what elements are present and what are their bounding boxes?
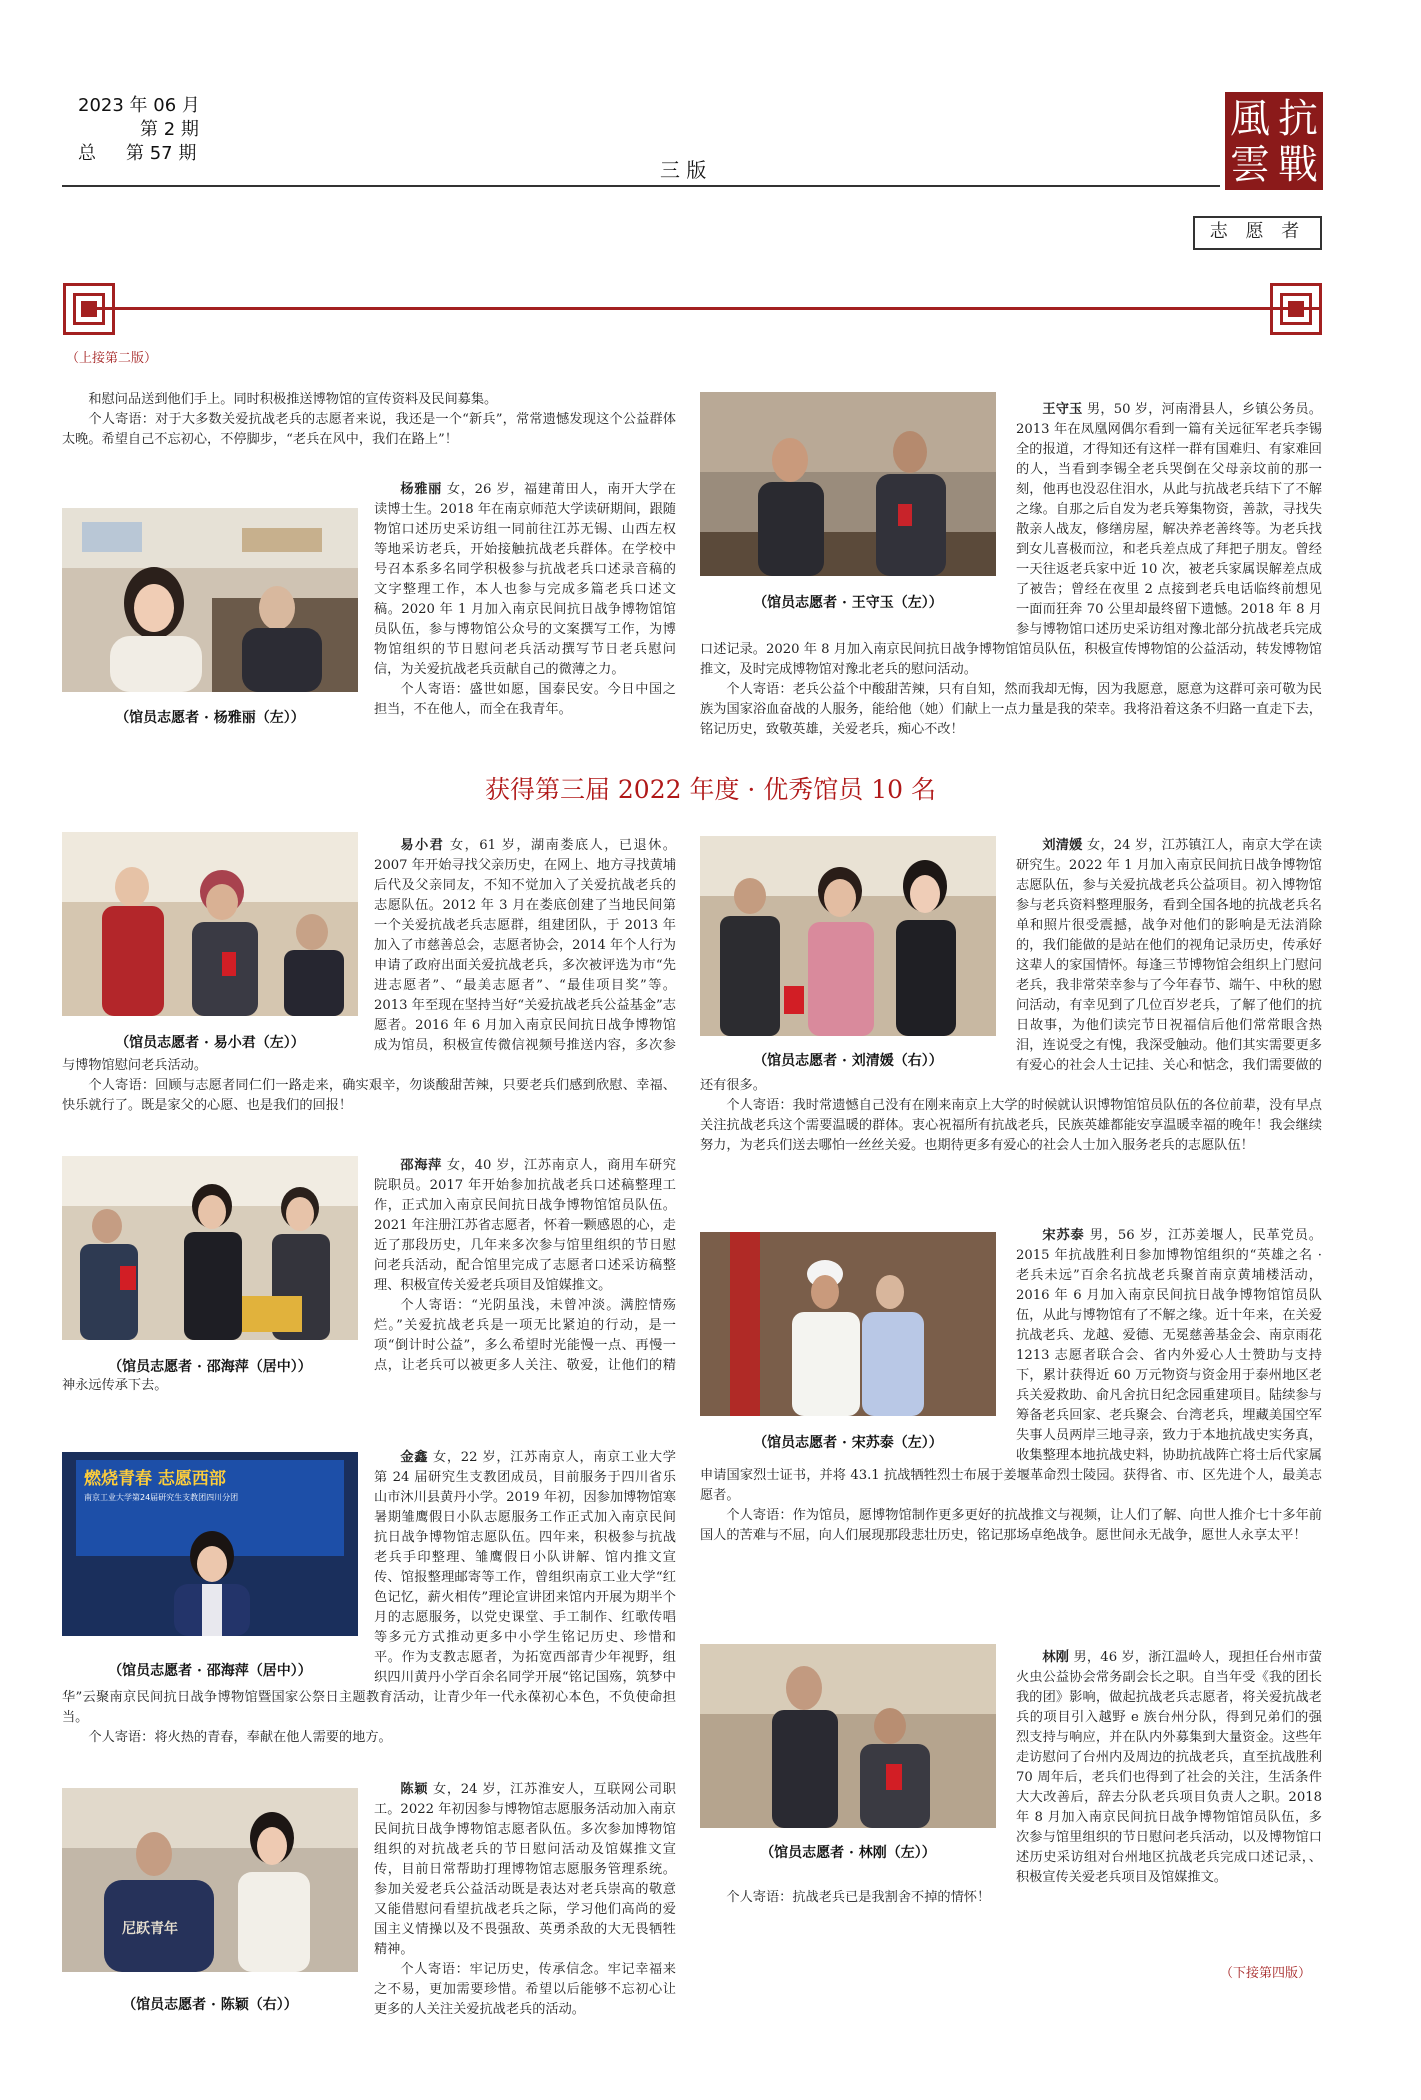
caption-yi-xiaojun: （馆员志愿者 · 易小君（左）） <box>115 1035 305 1051</box>
float-spacer <box>62 1156 374 1374</box>
profile-jin-xin <box>62 1448 676 1748</box>
logo-char-feng: 風 <box>1230 96 1270 142</box>
motto-chen-ying: 个人寄语：牢记历史，传承信念。牢记幸福来之不易，更加需要珍惜。希望以后能够不忘初心让更多的人关注关爱抗战老兵的活动。 <box>374 1962 676 2017</box>
caption-chen-ying: （馆员志愿者 · 陈颖（右）） <box>122 1997 298 2013</box>
bio-yang-yali: 女，26 岁，福建莆田人，南开大学在读博士生。2018 年在南京师范大学读研期间，跟随物馆口述历史采访组一同前往江苏无锡、山西左权等地采访老兵，开始接触抗战老兵群体。在学校中号召本系多名同学积极参与抗战老兵口述录音稿的文字整理工作，本人也参与完成多篇老兵口述文稿。2020 年 1 月加入南京民间抗日战争博物馆馆员队伍，参与博物馆公众号的文案撰写工作，为博物馆组织的节日慰问老兵活动撰写节日老兵慰问信，为关爱抗战老兵贡献自己的微薄之力。 <box>374 482 676 677</box>
continued-from: （上接第二版） <box>66 351 158 366</box>
name-yi-xiaojun: 易小君 <box>400 838 445 853</box>
bio-song-sutai: 男，56 岁，江苏姜堰人，民革党员。2015 年抗战胜利日参加博物馆组织的“英雄之名 · 老兵未远”百余名抗战老兵聚首南京黄埔楼活动，2016 年 6 月加入南京民间抗日战争博物馆馆员队伍，从此与博物馆有了不解之缘。近十年来，在关爱抗战老兵、龙越、爱德、无冕慈善基金会、南京雨花 1213 志愿者联合会、省内外爱心人士赞助与支持下，累计获得近 60 万元物资与资金用于泰州地区老兵关爱救助、俞凡舍抗日纪念园重建项目。陆续参与筹备老兵回家、老兵聚会、台湾老兵，埋藏美国空军失事人员两岸三地寻亲，致力于本地抗战史实务真，收集整理本地抗战史料，协助抗战阵亡将士后代家属申请国家烈士证书，并将 43.1 抗战牺牲烈士布展于姜堰革命烈士陵园。获得省、市、区先进个人，最美志愿者。 <box>700 1228 1322 1503</box>
photo-yang-yali <box>62 508 358 692</box>
intro-text <box>62 390 676 450</box>
continued-to: （下接第四版） <box>1220 1966 1312 1981</box>
motto-lin-gang: 个人寄语：抗战老兵已是我割舍不掉的情怀！ <box>726 1890 991 1905</box>
name-yang-yali: 杨雅丽 <box>400 482 443 497</box>
name-shao-haiping: 邵海萍 <box>400 1158 443 1173</box>
caption-song-sutai: （馆员志愿者 · 宋苏泰（左）） <box>753 1435 943 1451</box>
profile-song-sutai <box>700 1226 1322 1546</box>
motto-wang-shouyu: 个人寄语：老兵公益个中酸甜苦辣，只有自知，然而我却无悔，因为我愿意，愿意为这群可亲可敬为民族为国家浴血奋战的人服务，能给他（她）们献上一点力量是我的荣幸。我将沿着这条不归路一直走下去，铭记历史，致敬英雄，关爱老兵，痴心不改！ <box>700 682 1322 737</box>
intro-para-2: 个人寄语：对于大多数关爱抗战老兵的志愿者来说，我还是一个“新兵”，常常遗憾发现这个公益群体太晚。希望自己不忘初心，不停脚步，“老兵在风中，我们在路上”！ <box>62 412 676 447</box>
bio-liu-qingyuan: 女，24 岁，江苏镇江人，南京大学在读研究生。2022 年 1 月加入南京民间抗日战争博物馆志愿队伍，参与关爱抗战老兵公益项目。初入博物馆参与老兵资料整理服务，看到全国各地的抗战老兵名单和照片很受震撼，战争对他们的影响是无法消除的，我们能做的是站在他们的视角记录历史，传承好这辈人的家国情怀。每逢三节博物馆会组织上门慰问老兵，我非常荣幸参与了今年春节、端午、中秋的慰问活动，有幸见到了几位百岁老兵，了解了他们的抗日故事，为他们读完节日祝福信后他们常常眼含热泪，连说受之有愧，我深受触动。他们其实需要更多有爱心的社会人士记挂、关心和惦念，我们需要做的还有很多。 <box>700 838 1322 1093</box>
photo-chen-ying <box>62 1788 358 1972</box>
motto-shao-haiping: 个人寄语：“光阴虽浅，未曾冲淡。满腔情殇烂。”关爱抗战老兵是一项无比紧迫的行动，是一项“倒计时公益”，多么希望时光能慢一点、再慢一点，让老兵可以被更多人关注、敬爱，让他们的精神永远传承下去。 <box>62 1298 676 1393</box>
float-spacer <box>700 1226 1016 1462</box>
name-song-sutai: 宋苏泰 <box>1042 1228 1085 1243</box>
fret-ornament-left <box>63 283 115 335</box>
float-spacer <box>700 400 1016 636</box>
motto-liu-qingyuan: 个人寄语：我时常遗憾自己没有在刚来南京上大学的时候就认识博物馆馆员队伍的各位前辈，没有早点关注抗战老兵这个需要温暖的群体。衷心祝福所有抗战老兵，民族英雄都能安享温暖幸福的晚年！我会继续努力，为老兵们送去哪怕一丝丝关爱。也期待更多有爱心的社会人士加入服务老兵的志愿队伍！ <box>700 1098 1322 1153</box>
caption-lin-gang: （馆员志愿者 · 林刚（左）） <box>760 1845 936 1861</box>
header-rule <box>62 185 1220 187</box>
headline: 获得第三届 2022 年度 · 优秀馆员 10 名 <box>484 775 937 804</box>
name-liu-qingyuan: 刘清媛 <box>1042 838 1083 853</box>
section-label: 志 愿 者 <box>1193 216 1322 250</box>
float-spacer <box>700 836 1016 1074</box>
profile-yang-yali <box>374 480 676 720</box>
motto-song-sutai: 个人寄语：作为馆员，愿博物馆制作更多更好的抗战推文与视频，让人们了解、向世人推介七十多年前国人的苦难与不屈，向人们展现那段悲壮历史，铭记那场卓绝战争。愿世间永无战争，愿世人永享太平！ <box>700 1508 1322 1543</box>
profile-wang-shouyu <box>700 400 1322 740</box>
caption-wang-shouyu: （馆员志愿者 · 王守玉（左）） <box>753 595 943 611</box>
motto-yi-xiaojun: 个人寄语：回顾与志愿者同仁们一路走来，确实艰辛，勿谈酸甜苦辣，只要老兵们感到欣慰、幸福、快乐就行了。既是家父的心愿、也是我们的回报！ <box>62 1078 676 1113</box>
profile-shao-haiping <box>62 1156 676 1396</box>
page-number: 三 版 <box>660 158 707 182</box>
name-jin-xin: 金鑫 <box>400 1450 429 1465</box>
caption-liu-qingyuan: （馆员志愿者 · 刘清媛（右）） <box>753 1053 943 1069</box>
caption-shao-haiping: （馆员志愿者 · 邵海萍（居中）） <box>108 1359 312 1375</box>
bio-jin-xin: 女，22 岁，江苏南京人，南京工业大学第 24 届研究生支教团成员，目前服务于四川省乐山市沐川县黄丹小学。2019 年初，因参加博物馆寒暑期雏鹰假日小队志愿服务工作正式加入南京民间抗日战争博物馆志愿队伍。四年来，积极参与抗战老兵手印整理、雏鹰假日小队讲解、馆内推文宣传、馆报整理邮寄等工作，曾组织南京工业大学“红色记忆，薪火相传”理论宣讲团来馆内开展为期半个月的志愿服务，以党史课堂、手工制作、红歌传唱等多元方式推动更多中小学生铭记历史、珍惜和平。作为支教志愿者，为拓宽西部青少年视野，组织四川黄丹小学百余名同学开展“铭记国殇，筑梦中华”云聚南京民间抗日战争博物馆暨国家公祭日主题教育活动，让青少年一代永葆初心本色，不负使命担当。 <box>62 1450 676 1725</box>
float-spacer <box>700 1648 1016 1870</box>
float-spacer <box>62 836 374 1050</box>
banner-line <box>92 307 1322 310</box>
bio-wang-shouyu: 男，50 岁，河南滑县人，乡镇公务员。2013 年在凤凰网偶尔看到一篇有关远征军老兵李锡全的报道，才得知还有这样一群有国难归、有家难回的人，当看到李锡全老兵哭倒在父母亲坟前的那一刻，他再也没忍住泪水，从此与抗战老兵结下了不解之缘。自那之后自发为老兵筹集物资，善款，寻找失散亲人战友，修缮房屋，解决养老善终等。为老兵找到女儿喜极而泣，和老兵差点成了拜把子朋友。曾经一天往返老兵家中近 10 次，被老兵家属误解差点成了被告；曾经在夜里 2 点接到老兵电话临终前想见一面而狂奔 70 公里却最终留下遗憾。2018 年 8 月参与博物馆口述历史采访组对豫北部分抗战老兵完成口述记录。2020 年 8 月加入南京民间抗日战争博物馆馆员队伍，积极宣传博物馆的公益活动，转发博物馆推文，及时完成博物馆对豫北老兵的慰问活动。 <box>700 402 1322 677</box>
float-spacer <box>62 1448 374 1680</box>
profile-chen-ying <box>374 1780 676 2020</box>
banner-subtitle: 南京工业大学第24届研究生支教团四川分团 <box>84 1493 239 1502</box>
name-chen-ying: 陈颖 <box>400 1782 429 1797</box>
name-wang-shouyu: 王守玉 <box>1042 402 1083 417</box>
issue-date: 2023 年 06 月 <box>78 95 200 116</box>
bio-lin-gang: 男，46 岁，浙江温岭人，现担任台州市萤火虫公益协会常务副会长之职。自当年受《我的团长我的团》影响，做起抗战老兵志愿者，将关爱抗战老兵的项目引入越野 e 族台州分队，得到兄弟们的强烈支持与响应，并在队内外募集到大量资金。这些年走访慰问了台州内及周边的抗战老兵，直至抗战胜利 70 周年后，老兵们也得到了社会的关注，生活条件大大改善后，辞去分队老兵项目负责人之职。2018 年 8 月加入南京民间抗日战争博物馆馆员队伍，多次参与馆里组织的节日慰问老兵活动，以及博物馆口述历史采访组对台州地区抗战老兵完成口述记录，、积极宣传关爱老兵项目及馆媒推文。 <box>1016 1650 1322 1885</box>
bio-yi-xiaojun: 女，61 岁，湖南娄底人，已退休。2007 年开始寻找父亲历史，在网上、地方寻找黄埔后代及父亲同友，不知不觉加入了关爱抗战老兵的志愿队伍。2012 年 3 月在娄底创建了当地民间第一个关爱抗战老兵志愿群，组建团队，于 2013 年加入了市慈善总会，志愿者协会，2014 年个人行为申请了政府出面关爱抗战老兵，多次被评选为市“先进志愿者”、“最美志愿者”、“最佳项目奖”等。2013 年至现在坚持当好“关爱抗战老兵公益基金”志愿者。2016 年 6 月加入南京民间抗日战争博物馆成为馆员，积极宣传微信视频号推送内容，多次参与博物馆慰问老兵活动。 <box>62 838 676 1073</box>
issue-number: 第 2 期 <box>140 119 199 140</box>
bio-chen-ying: 女，24 岁，江苏淮安人，互联网公司职工。2022 年初因参与博物馆志愿服务活动加入南京民间抗日战争博物馆志愿者队伍。多次参加博物馆组织的对抗战老兵的节日慰问活动及馆媒推文宣传，目前日常帮助打理博物馆志愿服务管理系统。参加关爱老兵公益活动既是表达对老兵崇高的敬意又能借慰问看望抗战老兵之际，学习他们高尚的爱国主义情操以及不畏强敌、英勇杀敌的大无畏牺牲精神。 <box>374 1782 676 1957</box>
name-lin-gang: 林刚 <box>1042 1650 1070 1665</box>
logo-char-yun: 雲 <box>1230 142 1270 188</box>
intro-para-1: 和慰问品送到他们手上。同时积极推送博物馆的宣传资料及民间募集。 <box>88 392 498 407</box>
caption-yang-yali: （馆员志愿者 · 杨雅丽（左）） <box>115 710 305 726</box>
total-label: 总 <box>78 143 96 164</box>
banner-title: 燃烧青春 志愿西部 <box>84 1469 226 1489</box>
motto-jin-xin: 个人寄语：将火热的青春，奉献在他人需要的地方。 <box>88 1730 392 1745</box>
motto-yang-yali: 个人寄语：盛世如愿，国泰民安。今日中国之担当，不在他人，而全在我青年。 <box>374 682 676 717</box>
profile-liu-qingyuan <box>700 836 1322 1156</box>
bio-shao-haiping: 女，40 岁，江苏南京人，商用车研究院职员。2017 年开始参加抗战老兵口述稿整理工作，正式加入南京民间抗日战争博物馆馆员队伍。2021 年注册江苏省志愿者，怀着一颗感恩的心，走近了那段历史，几年来多次参与馆里组织的节日慰问老兵活动，配合馆里完成了志愿者口述采访稿整理、积极宣传关爱老兵项目及馆媒推文。 <box>374 1158 676 1293</box>
logo-char-kang: 抗 <box>1278 96 1318 142</box>
fret-ornament-right <box>1270 283 1322 335</box>
newspaper-logo <box>1225 92 1323 190</box>
caption-jin-xin: （馆员志愿者 · 邵海萍（居中）） <box>108 1663 312 1679</box>
logo-char-zhan: 戰 <box>1278 142 1318 188</box>
total-issue: 第 57 期 <box>126 143 197 164</box>
shirt-print: 尼跃青年 <box>122 1921 178 1937</box>
profile-yi-xiaojun <box>62 836 676 1116</box>
profile-lin-gang <box>700 1648 1322 1908</box>
